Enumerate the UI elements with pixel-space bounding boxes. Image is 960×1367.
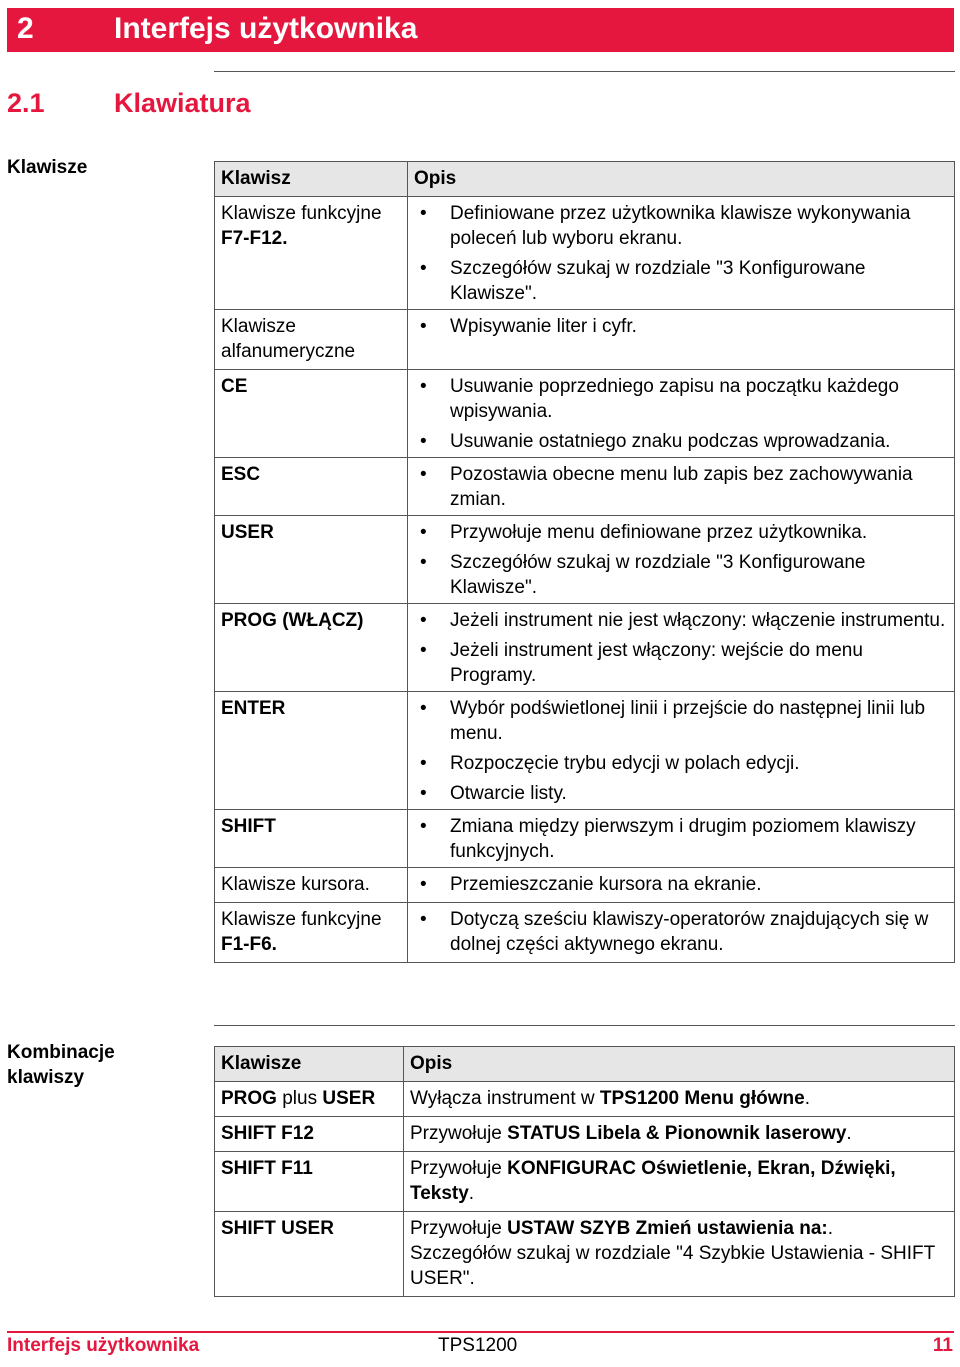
combos-side-label: Kombinacje klawiszy — [7, 1042, 115, 1088]
desc-cell — [408, 310, 955, 370]
combo-cell: SHIFT F11 — [215, 1152, 404, 1212]
keys-side-label: Klawisze — [7, 157, 88, 178]
table-row — [215, 868, 955, 903]
screen-name: USTAW SZYB Zmień ustawienia na: — [507, 1218, 828, 1239]
bullet-item: • Dotyczą sześciu klawiszy-operatorów znajdujących się w dolnej części aktywnego ekranu. — [414, 907, 948, 957]
combo-key: PROG — [221, 1088, 277, 1109]
keys-header-key: Klawisz — [215, 162, 408, 197]
key-label: Klawisze funkcyjne — [221, 909, 382, 930]
desc-cell — [404, 1212, 955, 1297]
table-row — [215, 604, 955, 692]
key-cell: PROG (WŁĄCZ) — [215, 604, 408, 692]
divider — [214, 71, 955, 72]
bullet-item: • Jeżeli instrument nie jest włączony: włączenie instrumentu. — [414, 608, 948, 633]
desc-cell — [408, 903, 955, 963]
bullet-item: • Rozpoczęcie trybu edycji w polach edycji. — [414, 751, 948, 776]
footer-divider — [7, 1331, 954, 1333]
bullet-item: • Pozostawia obecne menu lub zapis bez zachowywania zmian. — [414, 462, 948, 512]
desc-cell — [408, 810, 955, 868]
table-row — [215, 516, 955, 604]
section-heading — [7, 88, 251, 119]
screen-name: KONFIGURAC Oświetlenie, Ekran, Dźwięki, Teksty — [410, 1158, 896, 1204]
screen-name: STATUS Libela & Pionownik laserowy — [507, 1123, 847, 1144]
bullet-item: • Usuwanie ostatniego znaku podczas wprowadzania. — [414, 429, 948, 454]
table-row — [215, 1212, 955, 1297]
desc-cell — [404, 1152, 955, 1212]
key-cell — [215, 310, 408, 370]
bullet-item: • Wybór podświetlonej linii i przejście do następnej linii lub menu. — [414, 696, 948, 746]
key-label: Klawisze funkcyjne — [221, 203, 382, 224]
desc-cell — [408, 458, 955, 516]
table-row — [215, 310, 955, 370]
key-cell: Klawisze kursora. — [215, 868, 408, 903]
footer-product: TPS1200 — [438, 1335, 518, 1356]
desc-cell — [408, 604, 955, 692]
desc-cell — [408, 868, 955, 903]
bullet-item: • Definiowane przez użytkownika klawisze wykonywania poleceń lub wyboru ekranu. — [414, 201, 948, 251]
footer-chapter: Interfejs użytkownika — [7, 1335, 200, 1356]
bullet-item: • Szczegółów szukaj w rozdziale "3 Konfigurowane Klawisze". — [414, 256, 948, 306]
bullet-item: • Przemieszczanie kursora na ekranie. — [414, 872, 948, 897]
key-cell: CE — [215, 370, 408, 458]
key-cell: SHIFT — [215, 810, 408, 868]
combos-header-desc: Opis — [404, 1047, 955, 1082]
chapter-heading — [7, 8, 954, 52]
combo-joiner: plus — [276, 1088, 323, 1109]
table-row — [215, 197, 955, 310]
bullet-item: • Wpisywanie liter i cyfr. — [414, 314, 948, 339]
combos-table — [214, 1046, 955, 1297]
divider — [214, 1025, 955, 1026]
desc-text: . — [846, 1123, 852, 1144]
desc-text: Szczegółów szukaj w rozdziale "4 Szybkie Ustawienia - SHIFT USER". — [410, 1243, 935, 1289]
desc-text: . — [827, 1218, 834, 1239]
combo-cell: SHIFT USER — [215, 1212, 404, 1297]
bullet-item: • Zmiana między pierwszym i drugim poziomem klawiszy funkcyjnych. — [414, 814, 948, 864]
table-row — [215, 692, 955, 810]
desc-text: Przywołuje — [410, 1218, 508, 1239]
key-cell: ENTER — [215, 692, 408, 810]
section-title: Klawiatura — [114, 88, 251, 118]
desc-text: . — [468, 1183, 475, 1204]
table-row — [215, 370, 955, 458]
desc-cell — [408, 197, 955, 310]
combo-cell: SHIFT F12 — [215, 1117, 404, 1152]
desc-cell — [404, 1117, 955, 1152]
bullet-item: • Usuwanie poprzedniego zapisu na początku każdego wpisywania. — [414, 374, 948, 424]
bullet-item: • Jeżeli instrument jest włączony: wejście do menu Programy. — [414, 638, 948, 688]
combos-header-key: Klawisze — [215, 1047, 404, 1082]
page-number: 11 — [932, 1335, 953, 1356]
keys-table — [214, 161, 955, 963]
table-row — [215, 1117, 955, 1152]
desc-text: Przywołuje — [410, 1123, 508, 1144]
table-row — [215, 1152, 955, 1212]
desc-cell — [408, 370, 955, 458]
key-name: F7-F12. — [221, 228, 288, 249]
bullet-item: • Przywołuje menu definiowane przez użytkownika. — [414, 520, 948, 545]
key-cell: ESC — [215, 458, 408, 516]
bullet-item: • Otwarcie listy. — [414, 781, 948, 806]
desc-cell — [408, 692, 955, 810]
chapter-number: 2 — [17, 12, 34, 45]
desc-text: Wyłącza instrument w — [410, 1088, 600, 1109]
screen-name: TPS1200 Menu główne — [599, 1088, 805, 1109]
key-cell: USER — [215, 516, 408, 604]
key-name: F1-F6. — [221, 934, 277, 955]
table-row — [215, 810, 955, 868]
chapter-title: Interfejs użytkownika — [114, 12, 418, 45]
key-label: Klawisze alfanumeryczne — [221, 316, 356, 362]
combo-cell — [215, 1082, 404, 1117]
table-row — [215, 458, 955, 516]
table-row — [215, 903, 955, 963]
section-number: 2.1 — [7, 88, 45, 118]
desc-text: Przywołuje — [410, 1158, 508, 1179]
desc-text: . — [804, 1088, 810, 1109]
combo-key: USER — [322, 1088, 376, 1109]
key-cell — [215, 197, 408, 310]
keys-header-desc: Opis — [408, 162, 955, 197]
key-cell — [215, 903, 408, 963]
desc-cell — [408, 516, 955, 604]
bullet-item: • Szczegółów szukaj w rozdziale "3 Konfigurowane Klawisze". — [414, 550, 948, 600]
table-row — [215, 1082, 955, 1117]
desc-cell — [404, 1082, 955, 1117]
